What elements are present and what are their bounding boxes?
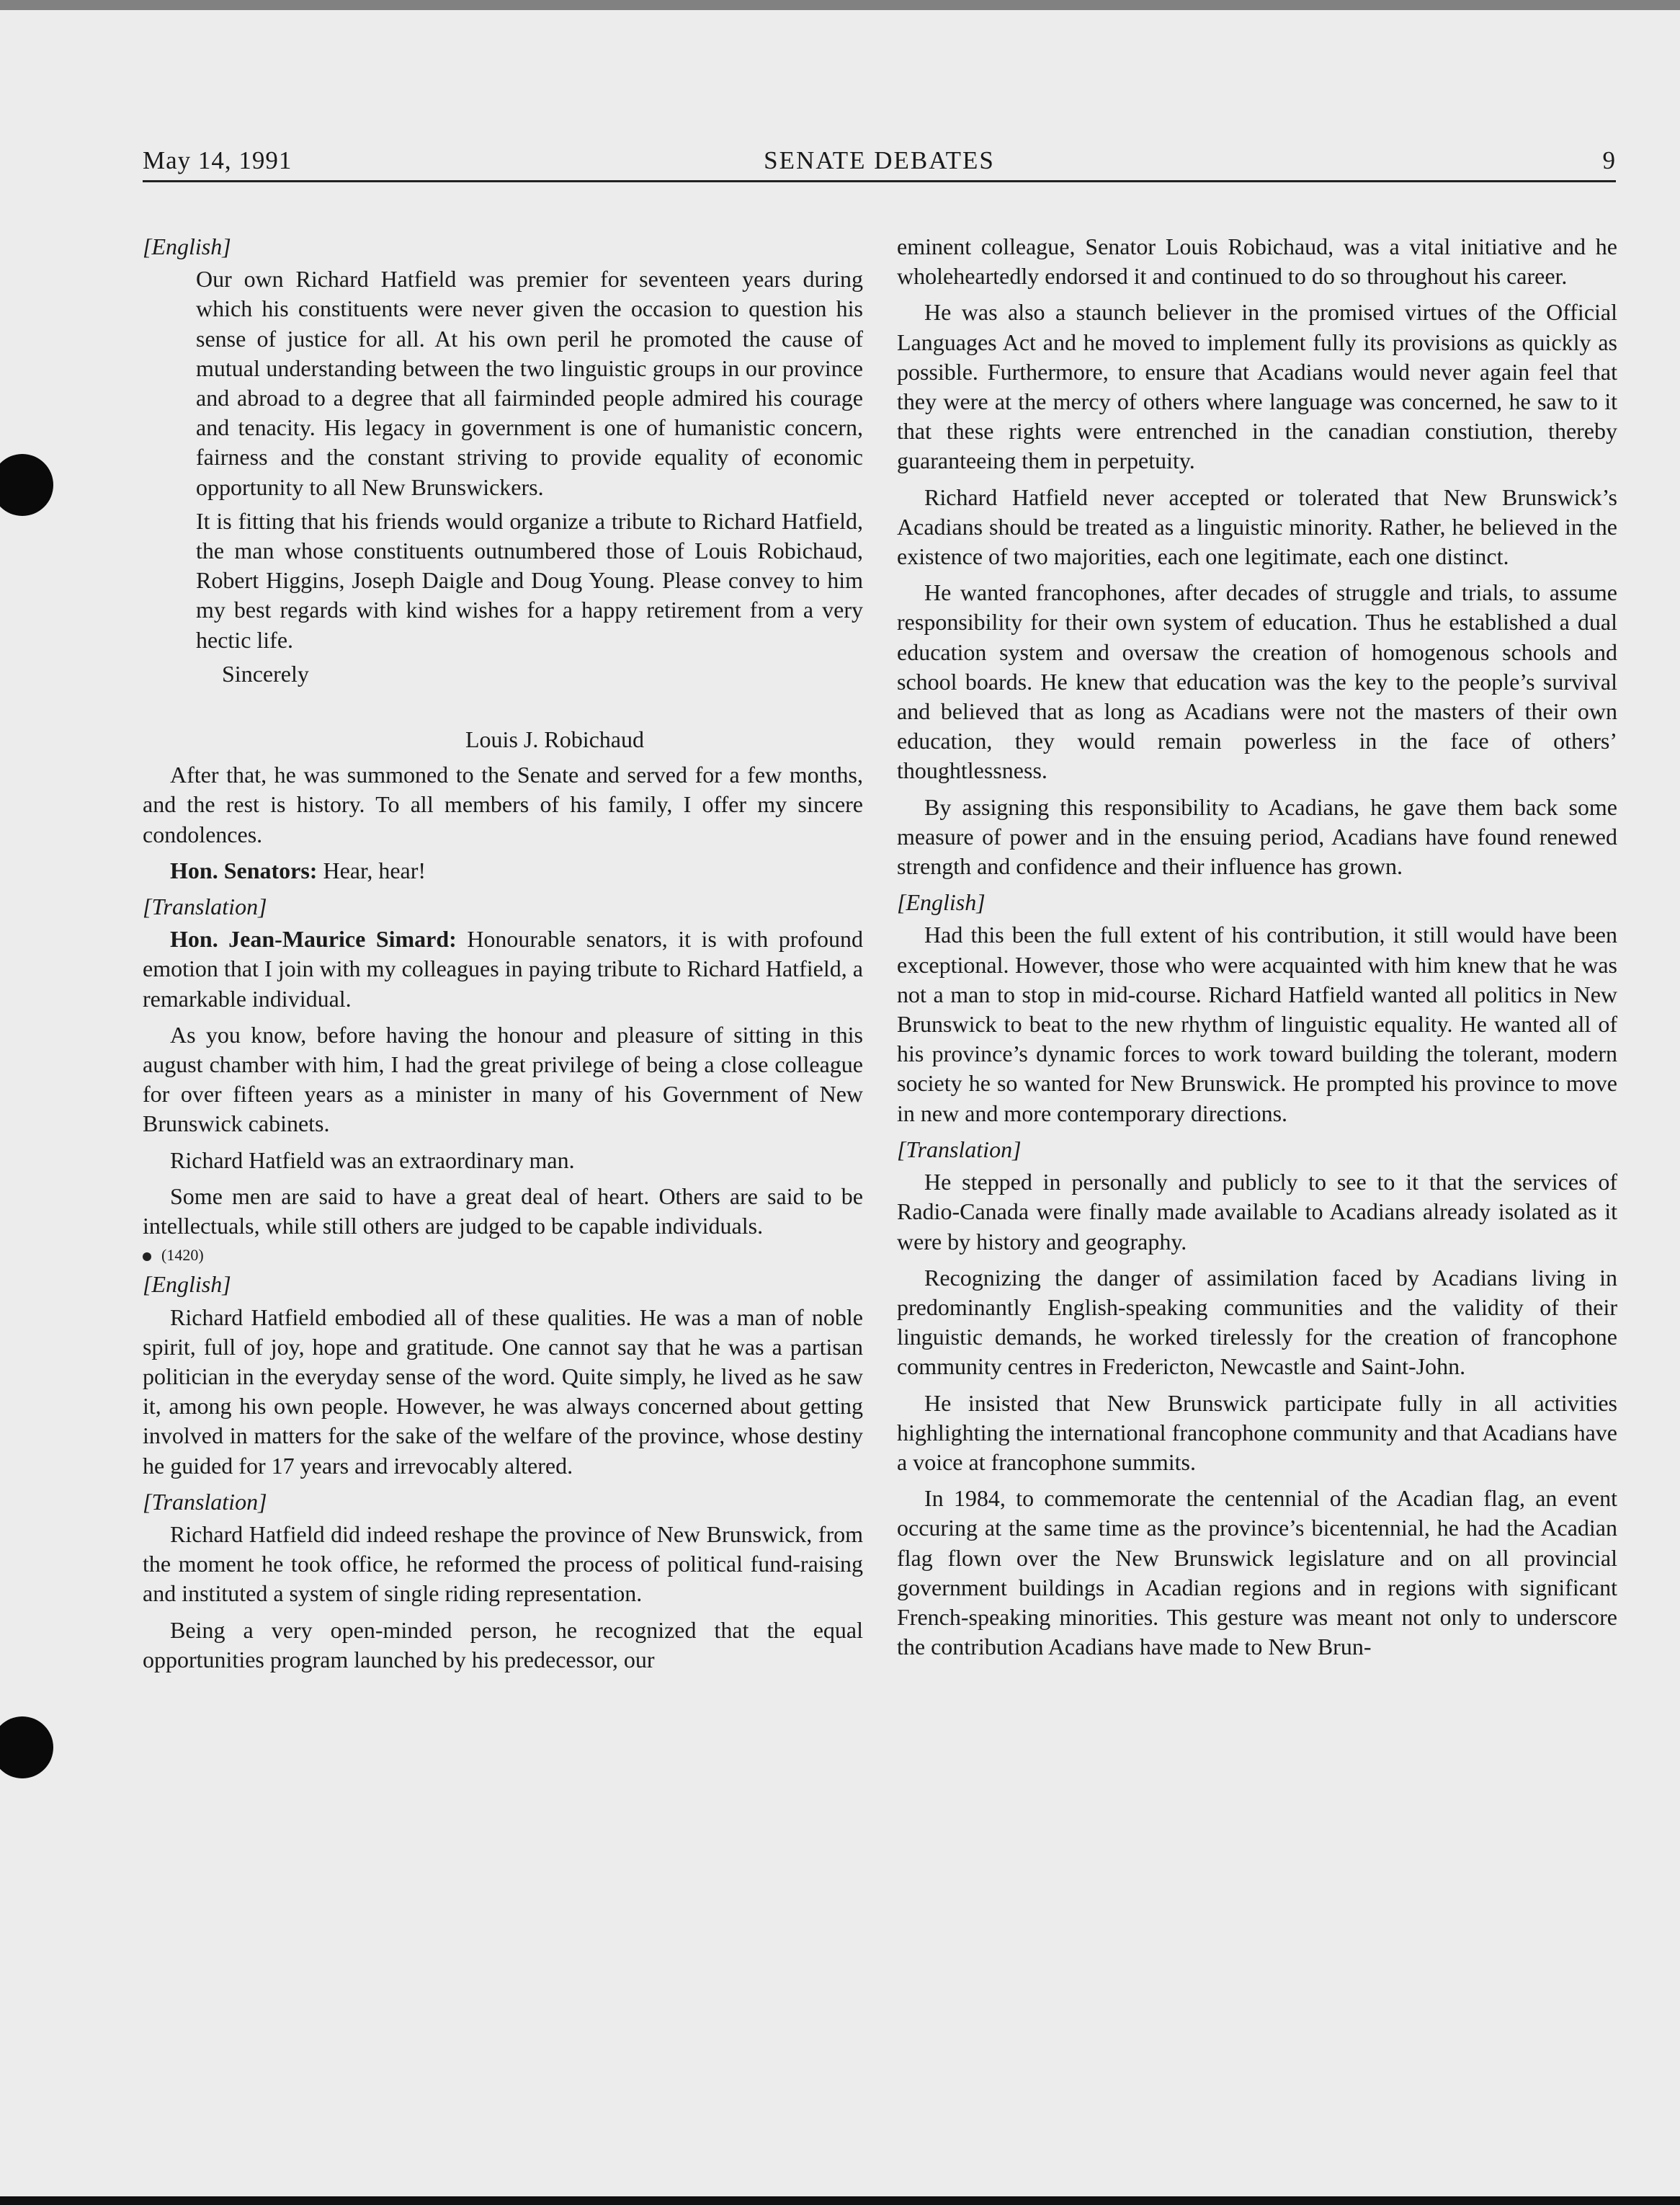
paragraph: He was also a staunch believer in the promised virtues of the Official Languages Act and he moved to implement fully its provisions as quickly as possible. Furthermore, to ensure that Acadians would never again feel that they were at the mercy of others where language was concerned, he saw to it that these rights were entrenched in the canadian constiution, thereby guaranteeing them in perpetuity.: [897, 299, 1617, 474]
language-marker: [English]: [897, 889, 986, 916]
letter-paragraph: It is fitting that his friends would organize a tribute to Richard Hatfield, the man whose constituents outnumbered those of Louis Robichaud, Robert Higgins, Joseph Daigle and Doug Young. Please convey to him my best regards with kind wishes for a happy retirement from a very hectic life.: [196, 507, 863, 653]
paragraph: As you know, before having the honour and pleasure of sitting in this august chamber with him, I had the great privilege of being a close colleague for over fifteen years as a minister in many of his Government of New Brunswick cabinets.: [143, 1021, 863, 1137]
header-date: May 14, 1991: [143, 146, 292, 174]
paragraph-continued: eminent colleague, Senator Louis Robichaud, was a vital initiative and he wholeheartedly endorsed it and continued to do so throughout his career.: [897, 233, 1617, 290]
left-column: [143, 232, 863, 1681]
letter-paragraph: Our own Richard Hatfield was premier for seventeen years during which his constituents were never given the occasion to question his sense of justice for all. At his own peril he promoted the cause of mutual understanding between the two linguistic groups in our province and abroad to a degree that all fairminded people admired his courage and tenacity. His legacy in government is one of humanistic concern, fairness and the constant striving to provide equality of economic opportunity to all New Brunswickers.: [196, 266, 863, 500]
paragraph: Richard Hatfield never accepted or tolerated that New Brunswick’s Acadians should be treated as a linguistic minority. Rather, he believed in the existence of two majorities, each one legitimate, each one distinct.: [897, 484, 1617, 570]
letter-signature: Louis J. Robichaud: [465, 726, 644, 753]
language-marker: [Translation]: [143, 1488, 267, 1515]
speaker-name: Hon. Senators:: [170, 857, 318, 883]
paragraph: Richard Hatfield was an extraordinary man.: [170, 1146, 575, 1173]
binder-hole-bottom: [0, 1716, 53, 1778]
speech-text: Hear, hear!: [317, 857, 426, 883]
language-marker: [English]: [143, 1271, 231, 1298]
paragraph: By assigning this responsibility to Acadians, he gave them back some measure of power and in the ensuing period, Acadians have found renewed strength and confidence and their influence has grown.: [897, 793, 1617, 880]
paragraph: He wanted francophones, after decades of struggle and trials, to assume responsibility for their own system of education. Thus he established a dual education system and oversaw the creation of homogenous schools and school boards. He knew that education was the key to the people’s survival and believed that as long as Acadians were not the masters of their own education, they would remain powerless in the face of others’ thoughtlessness.: [897, 579, 1617, 784]
right-column: [897, 232, 1617, 1668]
speech-text: Honourable senators, it is with profound emotion that I join with my colleagues in paying tribute to Richard Hatfield, a remarkable individual.: [143, 926, 864, 1012]
quoted-letter: [196, 264, 863, 754]
language-marker: [English]: [143, 233, 231, 259]
paragraph: Had this been the full extent of his contribution, it still would have been exceptional. However, those who were acquainted with him knew that he was not a man to stop in mid-course. Richard Hatfield wanted all politics in New Brunswick to beat to the new rhythm of linguistic equality. He wanted all of his province’s dynamic forces to work toward building the tolerant, modern society he so wanted for New Brunswick. He prompted his province to move in new and more contemporary directions.: [897, 922, 1617, 1126]
language-marker: [Translation]: [143, 894, 267, 920]
paragraph: After that, he was summoned to the Senate and served for a few months, and the rest is history. To all members of his family, I offer my sincere condolences.: [143, 762, 863, 847]
paragraph: Recognizing the danger of assimilation faced by Acadians living in predominantly English-speaking communities and the validity of their linguistic demands, he worked tirelessly for the creation of francophone community centres in Fredericton, Newcastle and Saint-John.: [897, 1264, 1617, 1380]
speech-senators: [143, 856, 863, 886]
bullet-icon: [143, 1252, 151, 1261]
binder-hole-top: [0, 454, 53, 516]
language-marker: [Translation]: [897, 1136, 1022, 1162]
speech-simard: [143, 925, 863, 1014]
paragraph: Richard Hatfield embodied all of these qualities. He was a man of noble spirit, full of joy, hope and gratitude. One cannot say that he was a partisan politician in the everyday sense of the word. Quite simply, he lived as he saw it, among his own people. However, he was always concerned about getting involved in matters for the sake of the welfare of the province, whose destiny he guided for 17 years and irrevocably altered.: [143, 1304, 863, 1479]
timestamp: [143, 1242, 863, 1268]
timestamp-text: (1420): [161, 1246, 204, 1265]
speaker-name: Hon. Jean-Maurice Simard:: [170, 926, 457, 953]
header-page-number: 9: [1602, 146, 1616, 174]
paragraph: In 1984, to commemorate the centennial of the Acadian flag, an event occuring at the same time as the province’s bicentennial, he had the Acadian flag flown over the New Brunswick legislature and on all provincial government buildings in Acadian regions and in regions with significant French-speaking minorities. This gesture was meant not only to underscore the contribution Acadians have made to New Brun-: [897, 1485, 1617, 1660]
letter-closing: Sincerely: [222, 660, 309, 687]
paragraph: Being a very open-minded person, he recognized that the equal opportunities program launched by his predecessor, our: [143, 1616, 863, 1672]
paragraph: Richard Hatfield did indeed reshape the province of New Brunswick, from the moment he took office, he reformed the process of political fund-raising and instituted a system of single riding representation.: [143, 1520, 863, 1607]
page-header: [143, 143, 1616, 182]
paragraph: He stepped in personally and publicly to see to it that the services of Radio-Canada were finally made available to Acadians already isolated as it were by history and geography.: [897, 1169, 1617, 1255]
paragraph: He insisted that New Brunswick participate fully in all activities highlighting the international francophone community and that Acadians have a voice at francophone summits.: [897, 1389, 1617, 1475]
header-title: SENATE DEBATES: [764, 146, 995, 174]
scan-bottom-edge: [0, 2196, 1680, 2205]
scan-top-edge: [0, 0, 1680, 10]
paragraph: Some men are said to have a great deal of heart. Others are said to be intellectuals, while still others are judged to be capable individuals.: [143, 1182, 863, 1239]
